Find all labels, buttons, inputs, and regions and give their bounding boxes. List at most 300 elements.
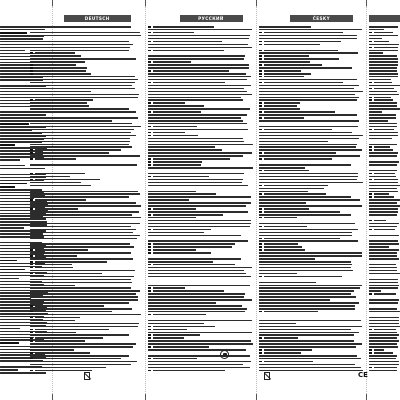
list-item <box>259 217 363 219</box>
text-line <box>148 152 252 154</box>
list-number <box>259 349 262 351</box>
text-line <box>0 227 24 229</box>
list-number <box>259 158 262 160</box>
text-line <box>30 138 130 140</box>
text-line <box>30 334 129 336</box>
list-item <box>30 158 142 160</box>
list-item <box>148 132 253 134</box>
list-number <box>259 226 262 228</box>
text-line <box>30 123 132 125</box>
list-item <box>148 370 253 372</box>
list-text <box>35 340 86 342</box>
column-header <box>30 14 142 22</box>
list-number <box>259 82 262 84</box>
list-item <box>259 226 363 228</box>
list-number <box>259 246 262 248</box>
list-text <box>264 352 301 354</box>
text-line <box>30 97 138 99</box>
list-number <box>369 99 372 101</box>
text-line <box>259 167 305 169</box>
text-line <box>259 334 354 336</box>
list-number <box>259 58 262 60</box>
list-item <box>259 208 363 210</box>
text-line <box>369 326 400 328</box>
paragraph-gap <box>259 220 363 222</box>
list-number <box>259 76 262 78</box>
section-heading <box>0 123 29 125</box>
list-number <box>30 261 33 263</box>
list-number <box>148 26 151 28</box>
text-line <box>259 141 328 143</box>
text-line <box>30 105 89 107</box>
list-text <box>264 361 313 363</box>
text-line <box>259 144 357 146</box>
list-item <box>369 179 400 181</box>
list-item <box>259 44 363 46</box>
paragraph-gap <box>30 38 142 40</box>
text-line <box>148 202 251 204</box>
paragraph-gap <box>369 296 400 298</box>
list-item <box>369 99 400 101</box>
text-line <box>369 323 399 325</box>
list-item <box>148 358 253 360</box>
language-banner: ČESKY <box>290 15 352 22</box>
list-number <box>148 158 151 160</box>
list-text <box>374 329 397 331</box>
text-line <box>30 323 139 325</box>
text-line <box>259 173 358 175</box>
list-item <box>259 337 363 339</box>
list-number <box>259 152 262 154</box>
text-line <box>369 311 400 313</box>
text-line <box>148 173 244 175</box>
text-line <box>259 252 362 254</box>
text-line <box>30 193 140 195</box>
list-number <box>30 329 33 331</box>
list-item <box>259 32 363 34</box>
text-line <box>369 208 398 210</box>
text-line <box>259 323 296 325</box>
list-item <box>30 311 142 313</box>
list-text <box>374 349 384 351</box>
text-line <box>369 370 397 372</box>
list-item <box>369 193 400 195</box>
list-item <box>30 149 142 151</box>
text-line <box>259 229 358 231</box>
section-heading <box>0 183 27 185</box>
text-line <box>259 182 363 184</box>
list-text <box>153 82 225 84</box>
list-item <box>148 287 253 289</box>
list-item <box>259 276 363 278</box>
text-line <box>0 278 19 280</box>
list-item <box>259 349 363 351</box>
crop-mark <box>256 394 257 400</box>
text-line <box>369 102 397 104</box>
list-number <box>30 64 33 66</box>
text-line <box>259 326 362 328</box>
text-line <box>30 191 138 193</box>
text-line <box>259 38 357 40</box>
text-line <box>369 258 399 260</box>
list-number <box>369 47 372 49</box>
list-text <box>374 47 398 49</box>
text-line <box>30 47 130 49</box>
text-line <box>148 73 246 75</box>
list-number <box>259 185 262 187</box>
list-text <box>264 158 332 160</box>
crop-mark <box>366 394 367 400</box>
list-item <box>30 152 142 154</box>
list-item <box>259 311 363 313</box>
text-line <box>369 202 397 204</box>
list-item <box>148 326 253 328</box>
list-text <box>153 135 199 137</box>
text-line <box>30 85 132 87</box>
text-line <box>148 55 245 57</box>
text-line <box>30 141 130 143</box>
list-text <box>153 314 206 316</box>
list-text <box>35 173 85 175</box>
crop-mark <box>52 394 53 400</box>
list-number <box>369 32 372 34</box>
list-item <box>148 158 253 160</box>
paragraph-gap <box>30 29 142 31</box>
list-item <box>369 129 400 131</box>
text-line <box>148 240 248 242</box>
column-header <box>369 14 400 22</box>
list-item <box>30 179 142 181</box>
list-item <box>259 193 363 195</box>
text-line <box>148 120 243 122</box>
paragraph-gap <box>259 123 363 125</box>
text-line <box>369 120 388 122</box>
list-text <box>264 217 297 219</box>
list-item <box>30 52 142 54</box>
paragraph-gap <box>369 261 400 263</box>
list-item <box>148 264 253 266</box>
text-line <box>369 123 397 125</box>
list-text <box>153 290 225 292</box>
text-line <box>369 223 399 225</box>
list-item <box>148 164 253 166</box>
paragraph-gap <box>148 279 253 281</box>
list-number <box>30 305 33 307</box>
text-line <box>30 296 138 298</box>
list-item <box>369 367 400 369</box>
list-number <box>30 152 33 154</box>
list-text <box>153 358 197 360</box>
list-item <box>148 126 253 128</box>
list-text <box>35 179 100 181</box>
list-number <box>259 50 262 52</box>
text-line <box>259 273 297 275</box>
text-line <box>259 97 359 99</box>
list-text <box>35 199 87 201</box>
list-text <box>374 146 391 148</box>
list-number <box>259 64 262 66</box>
list-text <box>264 50 338 52</box>
text-line <box>369 152 398 154</box>
list-number <box>259 73 262 75</box>
language-banner: РУССКИЙ <box>180 15 243 22</box>
list-text <box>35 329 110 331</box>
list-text <box>264 185 329 187</box>
list-number <box>369 179 372 181</box>
text-line <box>0 328 20 330</box>
text-line <box>369 185 400 187</box>
list-number <box>148 329 151 331</box>
text-line <box>259 120 359 122</box>
list-number <box>259 193 262 195</box>
text-line <box>30 146 132 148</box>
list-item <box>30 249 142 251</box>
text-line <box>148 91 247 93</box>
text-line <box>369 105 397 107</box>
text-line <box>148 117 241 119</box>
list-text <box>35 73 92 75</box>
list-number <box>148 176 151 178</box>
list-item <box>30 199 142 201</box>
list-item <box>148 111 253 113</box>
text-line <box>369 50 398 52</box>
list-item <box>369 352 400 354</box>
list-number <box>259 55 262 57</box>
list-item <box>259 129 363 131</box>
text-line <box>148 44 248 46</box>
list-text <box>264 276 343 278</box>
list-text <box>264 73 312 75</box>
list-item <box>369 229 400 231</box>
list-number <box>259 170 262 172</box>
list-text <box>35 52 75 54</box>
text-line <box>369 67 397 69</box>
text-line <box>30 238 137 240</box>
list-item <box>369 146 400 148</box>
list-text <box>35 67 87 69</box>
list-text <box>35 332 76 334</box>
list-item <box>30 264 142 266</box>
text-line <box>30 364 131 366</box>
text-line <box>369 246 389 248</box>
list-number <box>30 99 33 101</box>
list-text <box>264 238 341 240</box>
list-text <box>264 117 305 119</box>
text-line <box>369 343 397 345</box>
text-line <box>259 258 315 260</box>
list-number <box>148 314 151 316</box>
text-line <box>148 258 241 260</box>
list-number <box>259 337 262 339</box>
list-item <box>148 249 253 251</box>
list-item <box>259 361 363 363</box>
list-text <box>153 229 211 231</box>
list-text <box>264 193 327 195</box>
list-number <box>30 370 33 372</box>
list-number <box>259 238 262 240</box>
list-text <box>264 70 301 72</box>
text-line <box>259 355 357 357</box>
paragraph-gap <box>30 188 142 190</box>
list-number <box>259 44 262 46</box>
list-item <box>259 105 363 107</box>
list-item <box>259 158 363 160</box>
list-item <box>369 41 400 43</box>
list-item <box>30 273 142 275</box>
text-line <box>148 141 244 143</box>
text-line <box>30 287 131 289</box>
list-number <box>148 249 151 251</box>
list-text <box>264 226 308 228</box>
text-line <box>259 293 351 295</box>
text-line <box>369 135 398 137</box>
text-line <box>30 346 133 348</box>
list-number <box>148 243 151 245</box>
list-item <box>30 370 142 372</box>
text-line <box>30 88 135 90</box>
text-line <box>369 252 397 254</box>
list-item <box>30 358 142 360</box>
list-text <box>35 255 78 257</box>
list-text <box>35 358 122 360</box>
list-number <box>369 352 372 354</box>
section-heading <box>0 342 19 344</box>
list-number <box>259 243 262 245</box>
text-line <box>0 198 34 200</box>
list-item <box>30 261 142 263</box>
list-text <box>153 346 210 348</box>
list-number <box>259 117 262 119</box>
text-line <box>259 114 357 116</box>
text-line <box>369 70 397 72</box>
list-item <box>30 317 142 319</box>
text-line <box>369 279 398 281</box>
text-line <box>259 320 361 322</box>
list-item <box>30 329 142 331</box>
list-number <box>148 135 151 137</box>
text-line <box>369 164 397 166</box>
list-text <box>153 41 223 43</box>
text-line <box>259 282 316 284</box>
list-number <box>30 70 33 72</box>
list-number <box>259 276 262 278</box>
list-text <box>35 99 94 101</box>
text-line <box>30 361 137 363</box>
list-text <box>374 179 398 181</box>
list-item <box>30 255 142 257</box>
text-line <box>148 223 251 225</box>
paragraph-gap <box>369 232 400 234</box>
text-line <box>259 343 362 345</box>
list-item <box>259 102 363 104</box>
list-item <box>259 73 363 75</box>
list-number <box>30 173 33 175</box>
list-text <box>153 158 230 160</box>
list-text <box>153 246 232 248</box>
list-item <box>369 173 400 175</box>
ce-mark-icon: CE <box>358 371 368 379</box>
list-item <box>259 55 363 57</box>
text-line <box>369 320 399 322</box>
list-text <box>35 152 109 154</box>
list-text <box>264 55 309 57</box>
text-line <box>148 305 242 307</box>
list-number <box>30 149 33 151</box>
text-line <box>148 285 250 287</box>
text-line <box>30 279 131 281</box>
list-text <box>153 32 194 34</box>
text-line <box>369 226 397 228</box>
text-line <box>148 79 247 81</box>
text-line <box>369 332 397 334</box>
text-line <box>369 205 400 207</box>
text-line <box>148 220 251 222</box>
list-item <box>259 185 363 187</box>
text-line <box>259 270 353 272</box>
text-line <box>148 349 246 351</box>
text-line <box>30 290 140 292</box>
list-number <box>259 111 262 113</box>
list-number <box>148 61 151 63</box>
text-line <box>259 138 359 140</box>
text-line <box>148 47 252 49</box>
list-item <box>259 170 363 172</box>
text-line <box>30 226 131 228</box>
text-line <box>369 287 398 289</box>
text-line <box>30 217 141 219</box>
list-item <box>259 243 363 245</box>
text-line <box>259 302 359 304</box>
text-line <box>30 229 136 231</box>
text-line <box>148 88 244 90</box>
text-line <box>148 276 251 278</box>
list-number <box>148 264 151 266</box>
text-line <box>369 176 396 178</box>
list-item <box>148 82 253 84</box>
text-line <box>0 129 32 131</box>
text-line <box>369 117 396 119</box>
text-column-4 <box>259 14 363 390</box>
text-line <box>259 188 324 190</box>
list-item <box>148 176 253 178</box>
text-line <box>30 126 141 128</box>
text-line <box>148 232 204 234</box>
text-line <box>0 298 31 300</box>
text-line <box>369 337 397 339</box>
list-number <box>30 158 33 160</box>
text-line <box>369 85 400 87</box>
text-line <box>369 108 400 110</box>
list-item <box>259 41 363 43</box>
list-number <box>369 173 372 175</box>
text-line <box>259 240 358 242</box>
text-line <box>259 287 360 289</box>
text-line <box>259 191 308 193</box>
list-item <box>259 50 363 52</box>
list-item <box>148 329 253 331</box>
paragraph-gap <box>259 314 363 316</box>
list-item <box>30 208 142 210</box>
text-line <box>259 108 300 110</box>
text-line <box>148 364 243 366</box>
list-item <box>30 267 142 269</box>
text-line <box>259 332 359 334</box>
list-item <box>30 70 142 72</box>
list-text <box>153 161 203 163</box>
text-line <box>369 255 397 257</box>
text-line <box>148 182 242 184</box>
text-line <box>259 126 358 128</box>
